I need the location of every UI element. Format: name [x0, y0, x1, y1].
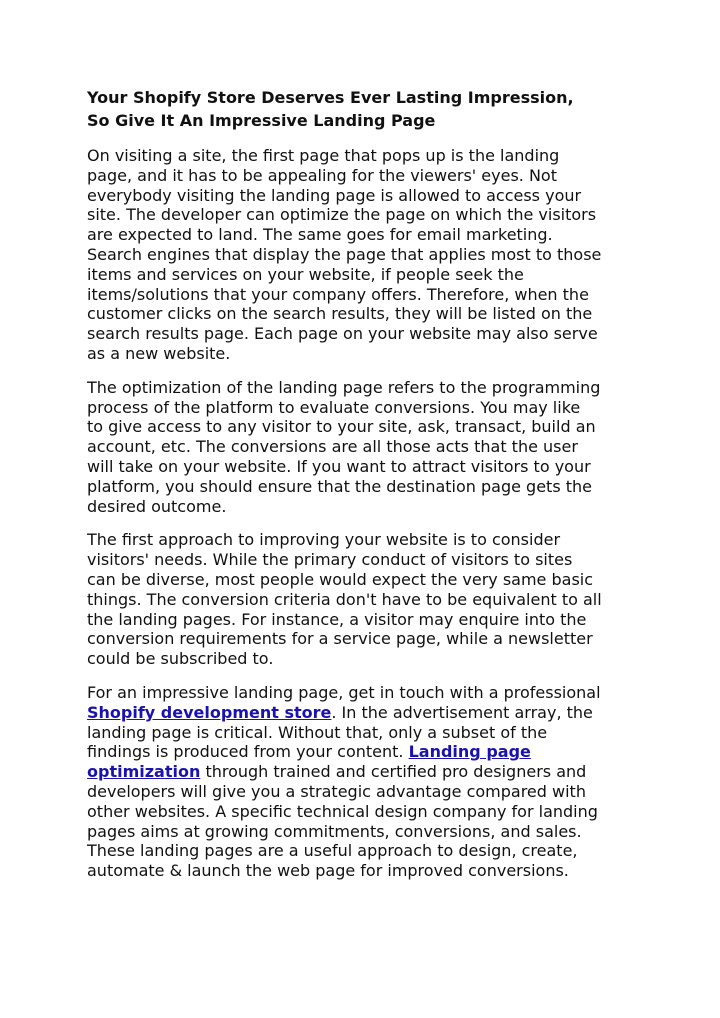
landing-page-optimization-link[interactable]: Landing page — [408, 742, 531, 762]
paragraph-line: account, etc. The conversions are all those acts that the user — [87, 437, 578, 457]
paragraph-line: process of the platform to evaluate conversions. You may like — [87, 397, 581, 417]
article-body — [87, 86, 647, 895]
shopify-development-store-link[interactable]: Shopify development store — [87, 702, 332, 722]
landing-page-optimization-link-continued[interactable]: optimization — [87, 762, 201, 782]
paragraph-line: These landing pages are a useful approach to design, create, — [87, 841, 578, 861]
paragraph-2 — [87, 378, 647, 517]
paragraph-4 — [87, 683, 647, 881]
paragraph-text: . In the advertisement array, the — [331, 702, 593, 722]
article-title — [87, 86, 647, 132]
paragraph-line: automate & launch the web page for improved conversions. — [87, 861, 569, 881]
paragraph-line: the landing pages. For instance, a visitor may enquire into the — [87, 609, 587, 629]
paragraph-line: items and services on your website, if people seek the — [87, 264, 524, 284]
paragraph-line: everybody visiting the landing page is allowed to access your — [87, 185, 582, 205]
paragraph-line: to give access to any visitor to your site, ask, transact, build an — [87, 417, 596, 437]
paragraph-line: things. The conversion criteria don't have to be equivalent to all — [87, 589, 602, 609]
paragraph-line: visitors' needs. While the primary conduct of visitors to sites — [87, 550, 573, 570]
paragraph-line: search results page. Each page on your website may also serve — [87, 324, 598, 344]
paragraph-line — [87, 703, 647, 723]
paragraph-line: pages aims at growing commitments, conversions, and sales. — [87, 821, 582, 841]
paragraph-line: customer clicks on the search results, they will be listed on the — [87, 304, 593, 324]
paragraph-line — [87, 742, 647, 762]
paragraph-text: through trained and certified pro designers and — [200, 762, 587, 782]
paragraph-line: The optimization of the landing page refers to the programming — [87, 377, 601, 397]
paragraph-line: could be subscribed to. — [87, 649, 274, 669]
paragraph-text: findings is produced from your content. — [87, 742, 409, 762]
paragraph-line: developers will give you a strategic advantage compared with — [87, 781, 586, 801]
paragraph-line: site. The developer can optimize the page on which the visitors — [87, 205, 597, 225]
paragraph-line: conversion requirements for a service page, while a newsletter — [87, 629, 593, 649]
paragraph-line: desired outcome. — [87, 496, 227, 516]
paragraph-line: are expected to land. The same goes for email marketing. — [87, 225, 553, 245]
paragraph-line: Search engines that display the page that applies most to those — [87, 244, 602, 264]
paragraph-line: platform, you should ensure that the destination page gets the — [87, 476, 593, 496]
article-title-line-2: So Give It An Impressive Landing Page — [87, 111, 436, 130]
article-title-line-1: Your Shopify Store Deserves Ever Lasting Impression, — [87, 88, 574, 107]
paragraph-line: For an impressive landing page, get in touch with a professional — [87, 682, 601, 702]
paragraph-line: will take on your website. If you want to attract visitors to your — [87, 456, 591, 476]
paragraph-3 — [87, 530, 647, 669]
paragraph-line: items/solutions that your company offers. Therefore, when the — [87, 284, 589, 304]
paragraph-line — [87, 762, 647, 782]
paragraph-line: other websites. A specific technical design company for landing — [87, 801, 598, 821]
paragraph-line: as a new website. — [87, 343, 231, 363]
paragraph-1 — [87, 146, 647, 364]
paragraph-line: landing page is critical. Without that, only a subset of the — [87, 722, 548, 742]
paragraph-line: can be diverse, most people would expect the very same basic — [87, 569, 594, 589]
paragraph-line: The first approach to improving your website is to consider — [87, 530, 561, 550]
paragraph-line: page, and it has to be appealing for the viewers' eyes. Not — [87, 165, 557, 185]
paragraph-line: On visiting a site, the first page that pops up is the landing — [87, 146, 560, 165]
